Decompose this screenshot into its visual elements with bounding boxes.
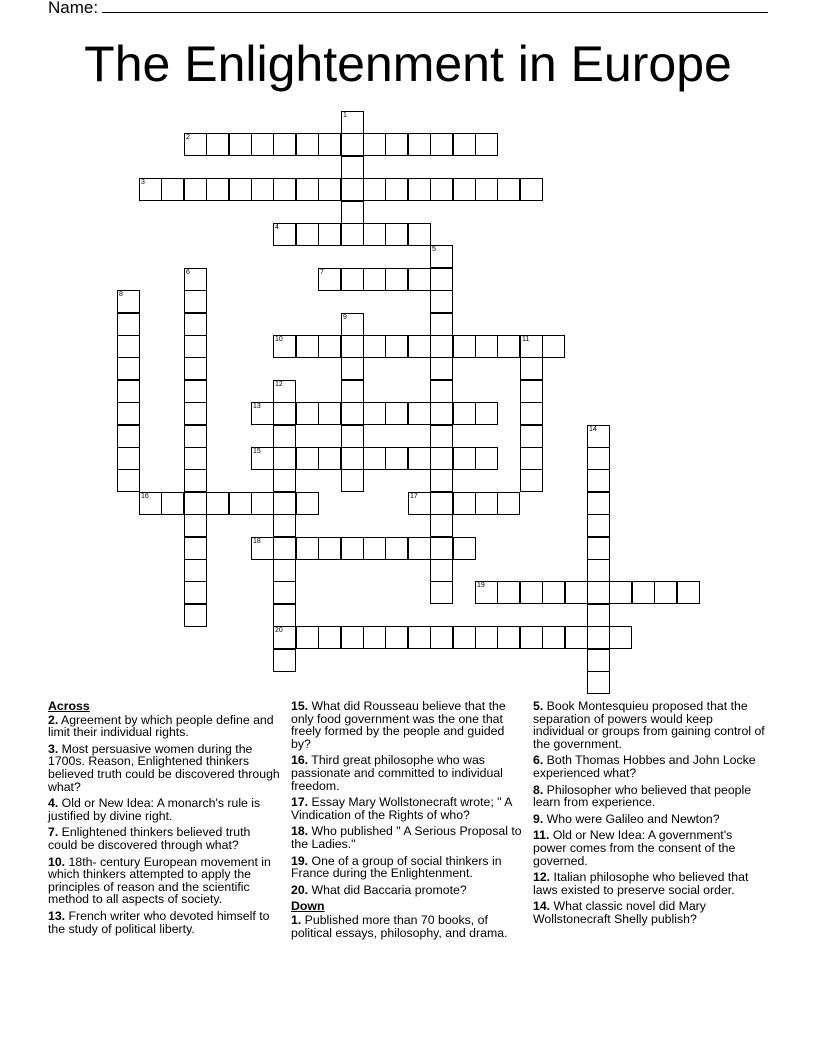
crossword-cell[interactable] (453, 178, 476, 201)
crossword-cell[interactable] (363, 268, 386, 291)
crossword-cell[interactable] (408, 223, 431, 246)
crossword-cell[interactable] (296, 537, 319, 560)
crossword-cell[interactable] (475, 492, 498, 515)
crossword-cell[interactable] (184, 380, 207, 403)
crossword-cell[interactable] (184, 604, 207, 627)
clue-section-heading: Across (48, 699, 90, 713)
clue-item (48, 743, 281, 793)
crossword-cell[interactable] (430, 380, 453, 403)
crossword-cell[interactable] (385, 447, 408, 470)
clue-item (533, 784, 766, 809)
crossword-cell[interactable] (430, 469, 453, 492)
crossword-cell[interactable] (341, 335, 364, 358)
crossword-cell[interactable] (385, 402, 408, 425)
crossword-cell[interactable] (430, 178, 453, 201)
clue-item-number: 20. (291, 882, 309, 897)
crossword-cell[interactable] (587, 447, 610, 470)
clue-item-number: 17. (291, 795, 309, 810)
crossword-cell[interactable] (430, 581, 453, 604)
crossword-cell[interactable] (273, 133, 296, 156)
crossword-cell[interactable] (453, 133, 476, 156)
clue-item-number: 15. (291, 699, 309, 713)
crossword-cell[interactable] (363, 402, 386, 425)
crossword-cell[interactable] (184, 469, 207, 492)
clue-item-text: French writer who devoted himself to the study of political liberty. (48, 908, 270, 936)
crossword-cell[interactable] (587, 469, 610, 492)
crossword-cell[interactable] (587, 581, 610, 604)
crossword-cell[interactable] (363, 537, 386, 560)
crossword-cell[interactable] (296, 223, 319, 246)
crossword-cell[interactable] (520, 357, 543, 380)
crossword-cell[interactable] (408, 492, 431, 515)
clue-item-text: Italian philosophe who believed that laws existed to preserve social order. (533, 870, 749, 897)
crossword-cell[interactable] (184, 537, 207, 560)
crossword-cell[interactable] (475, 178, 498, 201)
crossword-cell[interactable] (206, 492, 229, 515)
crossword-cell[interactable] (341, 626, 364, 649)
clue-item (533, 700, 766, 750)
crossword-cell[interactable] (184, 357, 207, 380)
crossword-cell[interactable] (430, 514, 453, 537)
crossword-cell[interactable] (341, 447, 364, 470)
crossword-cell[interactable] (251, 492, 274, 515)
clue-number: 16 (141, 493, 149, 500)
crossword-cell[interactable] (229, 178, 252, 201)
clue-item (533, 829, 766, 867)
crossword-cell[interactable] (273, 649, 296, 672)
clue-number: 17 (410, 493, 418, 500)
clue-number: 15 (253, 448, 261, 455)
crossword-cell[interactable] (341, 425, 364, 448)
clue-number: 10 (275, 336, 283, 343)
crossword-cell[interactable] (587, 626, 610, 649)
crossword-cell[interactable] (341, 357, 364, 380)
crossword-cell[interactable] (430, 133, 453, 156)
crossword-cell[interactable] (251, 178, 274, 201)
clue-item (291, 855, 524, 880)
clue-item-text: Old or New Idea: A monarch's rule is justified by divine right. (48, 796, 261, 823)
crossword-cell[interactable] (251, 447, 274, 470)
crossword-cell[interactable] (520, 425, 543, 448)
crossword-cell[interactable] (497, 581, 520, 604)
clue-item-number: 11. (533, 828, 550, 843)
crossword-cell[interactable] (318, 335, 341, 358)
clue-item (291, 700, 524, 750)
crossword-cell[interactable] (273, 469, 296, 492)
crossword-cell[interactable] (520, 581, 543, 604)
clue-item (48, 856, 281, 906)
crossword-cell[interactable] (341, 156, 364, 179)
crossword-cell[interactable] (654, 581, 677, 604)
clue-item-text: Agreement by which people define and limit their individual rights. (48, 712, 274, 740)
clue-item-number: 6. (533, 753, 544, 768)
crossword-cell[interactable] (184, 402, 207, 425)
clue-number: 1 (343, 112, 347, 119)
crossword-cell[interactable] (363, 626, 386, 649)
crossword-cell[interactable] (296, 626, 319, 649)
crossword-cell[interactable] (497, 178, 520, 201)
crossword-cell[interactable] (139, 492, 162, 515)
crossword-cell[interactable] (385, 133, 408, 156)
clue-item (48, 714, 281, 739)
crossword-cell[interactable] (273, 514, 296, 537)
crossword-cell[interactable] (520, 626, 543, 649)
crossword-cell[interactable] (273, 492, 296, 515)
crossword-cell[interactable] (117, 357, 140, 380)
crossword-cell[interactable] (117, 447, 140, 470)
clue-item (533, 813, 766, 826)
crossword-cell[interactable] (184, 559, 207, 582)
clue-item-text: One of a group of social thinkers in France during the Enlightenment. (291, 853, 502, 881)
crossword-cell[interactable] (587, 604, 610, 627)
clue-number: 12 (275, 381, 283, 388)
clue-number: 9 (343, 314, 347, 321)
clue-item (48, 797, 281, 822)
clue-item-number: 16. (291, 753, 309, 768)
crossword-cell[interactable] (117, 335, 140, 358)
crossword-cell[interactable] (430, 290, 453, 313)
crossword-cell[interactable] (341, 223, 364, 246)
clue-item-number: 12. (533, 870, 551, 885)
clue-item (291, 914, 524, 939)
crossword-cell[interactable] (341, 402, 364, 425)
page-title: The Enlightenment in Europe (84, 36, 732, 92)
crossword-cell[interactable] (273, 178, 296, 201)
crossword-cell[interactable] (318, 402, 341, 425)
crossword-cell[interactable] (117, 313, 140, 336)
clue-item-number: 13. (48, 908, 66, 923)
clue-item (48, 826, 281, 851)
crossword-cell[interactable] (430, 402, 453, 425)
crossword-cell[interactable] (363, 447, 386, 470)
crossword-cell[interactable] (273, 402, 296, 425)
clue-number: 18 (253, 538, 261, 545)
crossword-cell[interactable] (273, 626, 296, 649)
crossword-cell[interactable] (430, 425, 453, 448)
crossword-cell[interactable] (184, 335, 207, 358)
clue-item-text: What classic novel did Mary Wollstonecraft Shelly publish? (533, 899, 706, 926)
crossword-cell[interactable] (273, 425, 296, 448)
clue-number: 19 (477, 582, 485, 589)
crossword-cell[interactable] (677, 581, 700, 604)
clue-item-text: Who published " A Serious Proposal to the Ladies." (291, 824, 522, 851)
crossword-cell[interactable] (587, 537, 610, 560)
crossword-cell[interactable] (453, 402, 476, 425)
clue-item-number: 4. (48, 796, 59, 811)
crossword-cell[interactable] (609, 626, 632, 649)
crossword-cell[interactable] (430, 626, 453, 649)
crossword-cell[interactable] (251, 133, 274, 156)
clues-column-1 (48, 700, 281, 939)
crossword-cell[interactable] (229, 492, 252, 515)
crossword-cell[interactable] (318, 268, 341, 291)
crossword-cell[interactable] (632, 581, 655, 604)
crossword-cell[interactable] (520, 447, 543, 470)
crossword-cell[interactable] (385, 178, 408, 201)
clue-item-number: 1. (291, 912, 302, 927)
clue-section-heading: Down (291, 899, 325, 914)
crossword-cell[interactable] (453, 335, 476, 358)
crossword-cell[interactable] (542, 335, 565, 358)
crossword-cell[interactable] (408, 268, 431, 291)
clue-item-number: 19. (291, 853, 309, 868)
crossword-cell[interactable] (385, 335, 408, 358)
crossword-cell[interactable] (341, 178, 364, 201)
crossword-cell[interactable] (430, 559, 453, 582)
clue-number: 11 (522, 336, 530, 343)
crossword-cell[interactable] (408, 537, 431, 560)
crossword-cell[interactable] (184, 313, 207, 336)
crossword-cell[interactable] (408, 133, 431, 156)
crossword-cell[interactable] (542, 626, 565, 649)
crossword-cell[interactable] (251, 402, 274, 425)
crossword-cell[interactable] (273, 335, 296, 358)
crossword-cell[interactable] (565, 581, 588, 604)
clue-item (291, 884, 524, 897)
crossword-cell[interactable] (408, 447, 431, 470)
crossword-cell[interactable] (520, 469, 543, 492)
clue-item-text: Book Montesquieu proposed that the separation of powers would keep individual or groups from gaining control of the government. (533, 699, 765, 751)
crossword-cell[interactable] (385, 626, 408, 649)
clue-item-text: What did Rousseau believe that the only food government was the one that freely formed by the people and guided by? (291, 699, 506, 751)
crossword-cell[interactable] (453, 492, 476, 515)
crossword-cell[interactable] (520, 402, 543, 425)
crossword-cell[interactable] (318, 133, 341, 156)
clue-item-number: 3. (48, 741, 59, 756)
crossword-cell[interactable] (475, 626, 498, 649)
crossword-cell[interactable] (430, 357, 453, 380)
clue-item-text: 18th- century European movement in which thinkers attempted to apply the principles of reason and the scientific method to all aspects of society. (48, 854, 271, 907)
clue-item-text: Most persuasive women during the 1700s. Reason, Enlightened thinkers believed truth could be discovered through what? (48, 741, 280, 794)
crossword-cell[interactable] (318, 447, 341, 470)
crossword-cell[interactable] (184, 290, 207, 313)
crossword-cell[interactable] (273, 604, 296, 627)
crossword-cell[interactable] (497, 335, 520, 358)
crossword-cell[interactable] (117, 469, 140, 492)
crossword-cell[interactable] (609, 581, 632, 604)
crossword-cell[interactable] (184, 425, 207, 448)
clues-column-3 (533, 700, 766, 930)
clue-item-text: Third great philosophe who was passionate and committed to individual freedom. (291, 753, 503, 793)
crossword-cell[interactable] (184, 514, 207, 537)
clues-column-2 (291, 700, 524, 943)
crossword-cell[interactable] (520, 178, 543, 201)
clue-item-text: Enlightened thinkers believed truth could be discovered through what? (48, 825, 251, 852)
clue-number: 2 (186, 134, 190, 141)
crossword-cell[interactable] (408, 626, 431, 649)
crossword-cell[interactable] (408, 178, 431, 201)
crossword-cell[interactable] (363, 178, 386, 201)
clue-item-text: Published more than 70 books, of political essays, philosophy, and drama. (291, 912, 508, 940)
clue-item-number: 7. (48, 825, 59, 840)
clue-item-number: 8. (533, 782, 544, 797)
crossword-cell[interactable] (341, 201, 364, 224)
clue-item-text: Old or New Idea: A government's power comes from the consent of the governed. (533, 828, 736, 868)
crossword-cell[interactable] (273, 581, 296, 604)
crossword-cell[interactable] (453, 447, 476, 470)
crossword-cell[interactable] (273, 380, 296, 403)
clue-item-number: 5. (533, 699, 544, 713)
clue-number: 6 (186, 269, 190, 276)
crossword-cell[interactable] (161, 492, 184, 515)
crossword-cell[interactable] (206, 178, 229, 201)
crossword-cell[interactable] (184, 178, 207, 201)
crossword-cell[interactable] (475, 133, 498, 156)
crossword-cell[interactable] (184, 133, 207, 156)
crossword-cell[interactable] (385, 537, 408, 560)
clue-number: 3 (141, 179, 145, 186)
clue-item-text: Philosopher who believed that people learn from experience. (533, 782, 752, 810)
clue-item-number: 18. (291, 824, 309, 839)
crossword-cell[interactable] (363, 335, 386, 358)
crossword-cell[interactable] (184, 447, 207, 470)
crossword-cell[interactable] (273, 537, 296, 560)
clue-item-number: 14. (533, 899, 551, 914)
crossword-cell[interactable] (318, 537, 341, 560)
crossword-cell[interactable] (251, 537, 274, 560)
crossword-cell[interactable] (341, 537, 364, 560)
crossword-cell[interactable] (296, 492, 319, 515)
crossword-cell[interactable] (430, 492, 453, 515)
clue-item (533, 871, 766, 896)
crossword-cell[interactable] (587, 492, 610, 515)
crossword-cell[interactable] (161, 178, 184, 201)
crossword-cell[interactable] (363, 133, 386, 156)
clue-number: 14 (589, 426, 597, 433)
crossword-cell[interactable] (475, 447, 498, 470)
crossword-cell[interactable] (475, 581, 498, 604)
crossword-cell[interactable] (497, 492, 520, 515)
crossword-cell[interactable] (475, 402, 498, 425)
name-label: Name: (48, 0, 99, 17)
crossword-cell[interactable] (318, 223, 341, 246)
crossword-cell[interactable] (408, 402, 431, 425)
clue-number: 4 (275, 224, 279, 231)
clue-item (291, 796, 524, 821)
crossword-cell[interactable] (520, 335, 543, 358)
clue-item-text: Who were Galileo and Newton? (543, 811, 720, 826)
crossword-cell[interactable] (341, 268, 364, 291)
crossword-cell[interactable] (318, 178, 341, 201)
clue-item (291, 825, 524, 850)
clue-item (533, 754, 766, 779)
crossword-cell[interactable] (587, 671, 610, 694)
clue-item-text: What did Baccaria promote? (308, 882, 467, 897)
crossword-cell[interactable] (273, 447, 296, 470)
crossword-cell[interactable] (385, 268, 408, 291)
clue-number: 13 (253, 403, 261, 410)
crossword-cell[interactable] (296, 402, 319, 425)
crossword-cell[interactable] (117, 380, 140, 403)
crossword-cell[interactable] (117, 402, 140, 425)
clue-number: 8 (119, 291, 123, 298)
clue-number: 5 (432, 246, 436, 253)
crossword-cell[interactable] (475, 335, 498, 358)
crossword-cell[interactable] (520, 380, 543, 403)
crossword-cell[interactable] (430, 447, 453, 470)
crossword-cell[interactable] (296, 133, 319, 156)
clue-item-number: 9. (533, 811, 544, 826)
crossword-cell[interactable] (273, 559, 296, 582)
clue-item-text: Both Thomas Hobbes and John Locke experienced what? (533, 753, 756, 780)
crossword-cell[interactable] (587, 514, 610, 537)
crossword-cell[interactable] (296, 335, 319, 358)
crossword-cell[interactable] (341, 469, 364, 492)
crossword-cell[interactable] (184, 268, 207, 291)
crossword-cell[interactable] (341, 380, 364, 403)
crossword-cell[interactable] (587, 649, 610, 672)
crossword-cell[interactable] (184, 581, 207, 604)
crossword-cell[interactable] (385, 223, 408, 246)
crossword-cell[interactable] (453, 537, 476, 560)
crossword-cell[interactable] (117, 290, 140, 313)
crossword-cell[interactable] (273, 223, 296, 246)
crossword-cell[interactable] (430, 537, 453, 560)
crossword-cell[interactable] (229, 133, 252, 156)
crossword-cell[interactable] (363, 223, 386, 246)
clue-item (291, 754, 524, 792)
crossword-cell[interactable] (587, 425, 610, 448)
crossword-cell[interactable] (296, 447, 319, 470)
crossword-cell[interactable] (341, 133, 364, 156)
clue-item-text: Essay Mary Wollstonecraft wrote; " A Vindication of the Rights of who? (291, 795, 512, 822)
crossword-cell[interactable] (341, 111, 364, 134)
crossword-cell[interactable] (184, 492, 207, 515)
crossword-cell[interactable] (565, 626, 588, 649)
crossword-cell[interactable] (542, 581, 565, 604)
crossword-cell[interactable] (587, 559, 610, 582)
crossword-cell[interactable] (318, 626, 341, 649)
crossword-cell[interactable] (430, 313, 453, 336)
crossword-cell[interactable] (430, 268, 453, 291)
clue-number: 7 (320, 269, 324, 276)
crossword-cell[interactable] (117, 425, 140, 448)
clue-item-number: 10. (48, 854, 66, 869)
crossword-cell[interactable] (453, 626, 476, 649)
crossword-cell[interactable] (341, 313, 364, 336)
crossword-cell[interactable] (296, 178, 319, 201)
crossword-cell[interactable] (497, 626, 520, 649)
clue-item (533, 900, 766, 925)
crossword-cell[interactable] (139, 178, 162, 201)
clue-item-number: 2. (48, 712, 59, 727)
crossword-cell[interactable] (430, 335, 453, 358)
crossword-cell[interactable] (206, 133, 229, 156)
clue-number: 20 (275, 627, 283, 634)
clue-item (48, 910, 281, 935)
crossword-cell[interactable] (430, 245, 453, 268)
crossword-cell[interactable] (408, 335, 431, 358)
